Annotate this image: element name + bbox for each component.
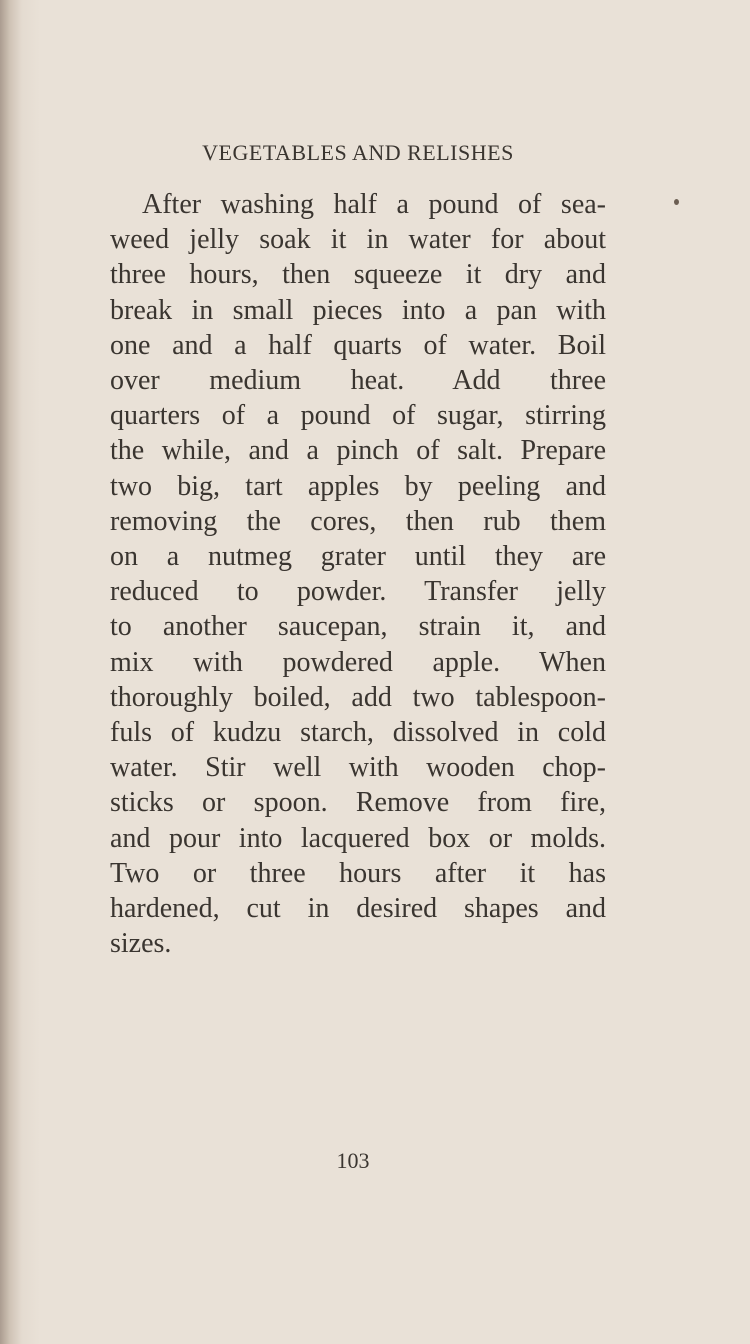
paragraph-line: sizes.: [110, 928, 172, 960]
paper-speck: [674, 199, 679, 205]
paragraph-line: weed jelly soak it in water for about: [110, 224, 606, 256]
paragraph-line: the while, and a pinch of salt. Prepare: [110, 435, 606, 467]
paragraph-line: sticks or spoon. Remove from fire,: [110, 787, 606, 819]
paragraph-line: quarters of a pound of sugar, stirring: [110, 400, 606, 432]
paragraph-line: and pour into lacquered box or molds.: [110, 822, 606, 854]
paragraph-line: reduced to powder. Transfer jelly: [110, 576, 606, 608]
running-head: VEGETABLES AND RELISHES: [202, 140, 514, 165]
paragraph-line: removing the cores, then rub them: [110, 505, 606, 537]
paragraph-line: hardened, cut in desired shapes and: [110, 893, 606, 925]
paragraph-line: Two or three hours after it has: [110, 857, 606, 889]
paragraph-line: three hours, then squeeze it dry and: [110, 259, 606, 291]
paragraph-line: mix with powdered apple. When: [110, 646, 606, 678]
paragraph-line: on a nutmeg grater until they are: [110, 541, 606, 573]
paragraph-line: water. Stir well with wooden chop-: [110, 752, 606, 784]
paragraph-line: thoroughly boiled, add two tablespoon-: [110, 681, 606, 713]
recipe-paragraph: [110, 187, 606, 961]
paragraph-line: over medium heat. Add three: [110, 365, 606, 397]
paragraph-line: fuls of kudzu starch, dissolved in cold: [110, 717, 606, 749]
paragraph-line: two big, tart apples by peeling and: [110, 470, 606, 502]
paragraph-line: After washing half a pound of sea-: [142, 189, 606, 220]
paragraph-line: one and a half quarts of water. Boil: [110, 329, 606, 361]
page-number: 103: [336, 1148, 370, 1173]
paragraph-line: break in small pieces into a pan with: [110, 294, 606, 326]
paragraph-line: to another saucepan, strain it, and: [110, 611, 606, 643]
